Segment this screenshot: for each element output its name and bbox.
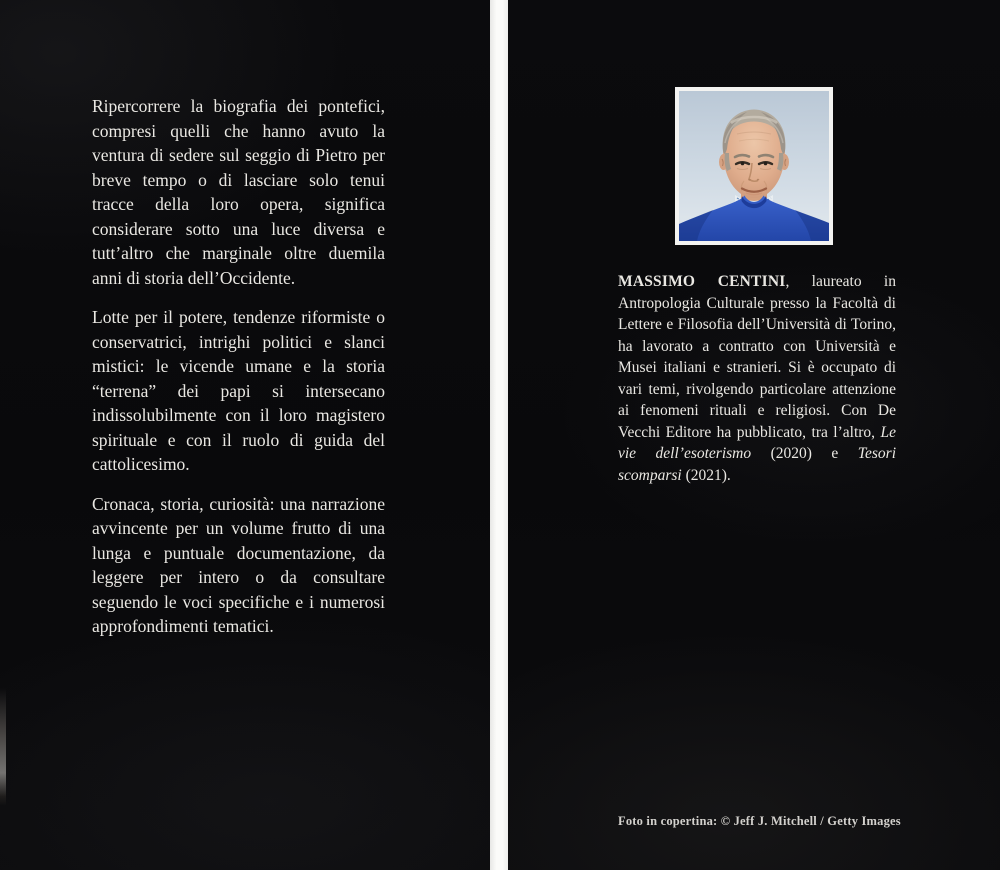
flap-paragraph-1: Ripercorrere la biografia dei pontefici, compresi quelli che hanno avuto la ventura di sedere sul seggio di Pietro per breve tempo o di lasciare solo tenui tracce della loro opera, significa considerare sotto una luce diversa e tutt’altro che marginale oltre duemila anni di storia dell’Occidente.: [92, 96, 385, 288]
author-photo: [675, 87, 833, 245]
flap-paragraph-2: Lotte per il potere, tendenze riformiste o conservatrici, intrighi politici e slanci mistici: le vicende umane e la storia “terrena” dei papi si intersecano indissolubilmente con il loro magistero spirituale e con il ruolo di guida del cattolicesimo.: [92, 307, 385, 474]
author-portrait-illustration: [679, 91, 829, 241]
author-bio: MASSIMO CENTINI, laureato in Antropologia Culturale presso la Facoltà di Lettere e Filosofia dell’Università di Torino, ha lavorato a contratto con Università e Musei italiani e stranieri. Si è occupato di vari temi, rivolgendo particolare attenzione ai fenomeni rituali e religiosi. Con De Vecchi Editore ha pubblicato, tra l’altro, Le vie dell’esoterismo (2020) e Tesori scomparsi (2021).: [618, 273, 896, 484]
photo-credit: Foto in copertina: © Jeff J. Mitchell / Getty Images: [618, 814, 901, 828]
left-flap-text: [92, 94, 385, 654]
flap-divider: [490, 0, 508, 870]
right-flap: [508, 0, 1000, 870]
flap-paragraph-3: Cronaca, storia, curiosità: una narrazione avvincente per un volume frutto di una lunga e puntuale documentazione, da leggere per intero o da consultare seguendo le voci specifiche e i numerosi approfondimenti tematici.: [92, 493, 385, 636]
spine-edge-highlight: [0, 688, 6, 806]
left-flap: [0, 0, 490, 870]
